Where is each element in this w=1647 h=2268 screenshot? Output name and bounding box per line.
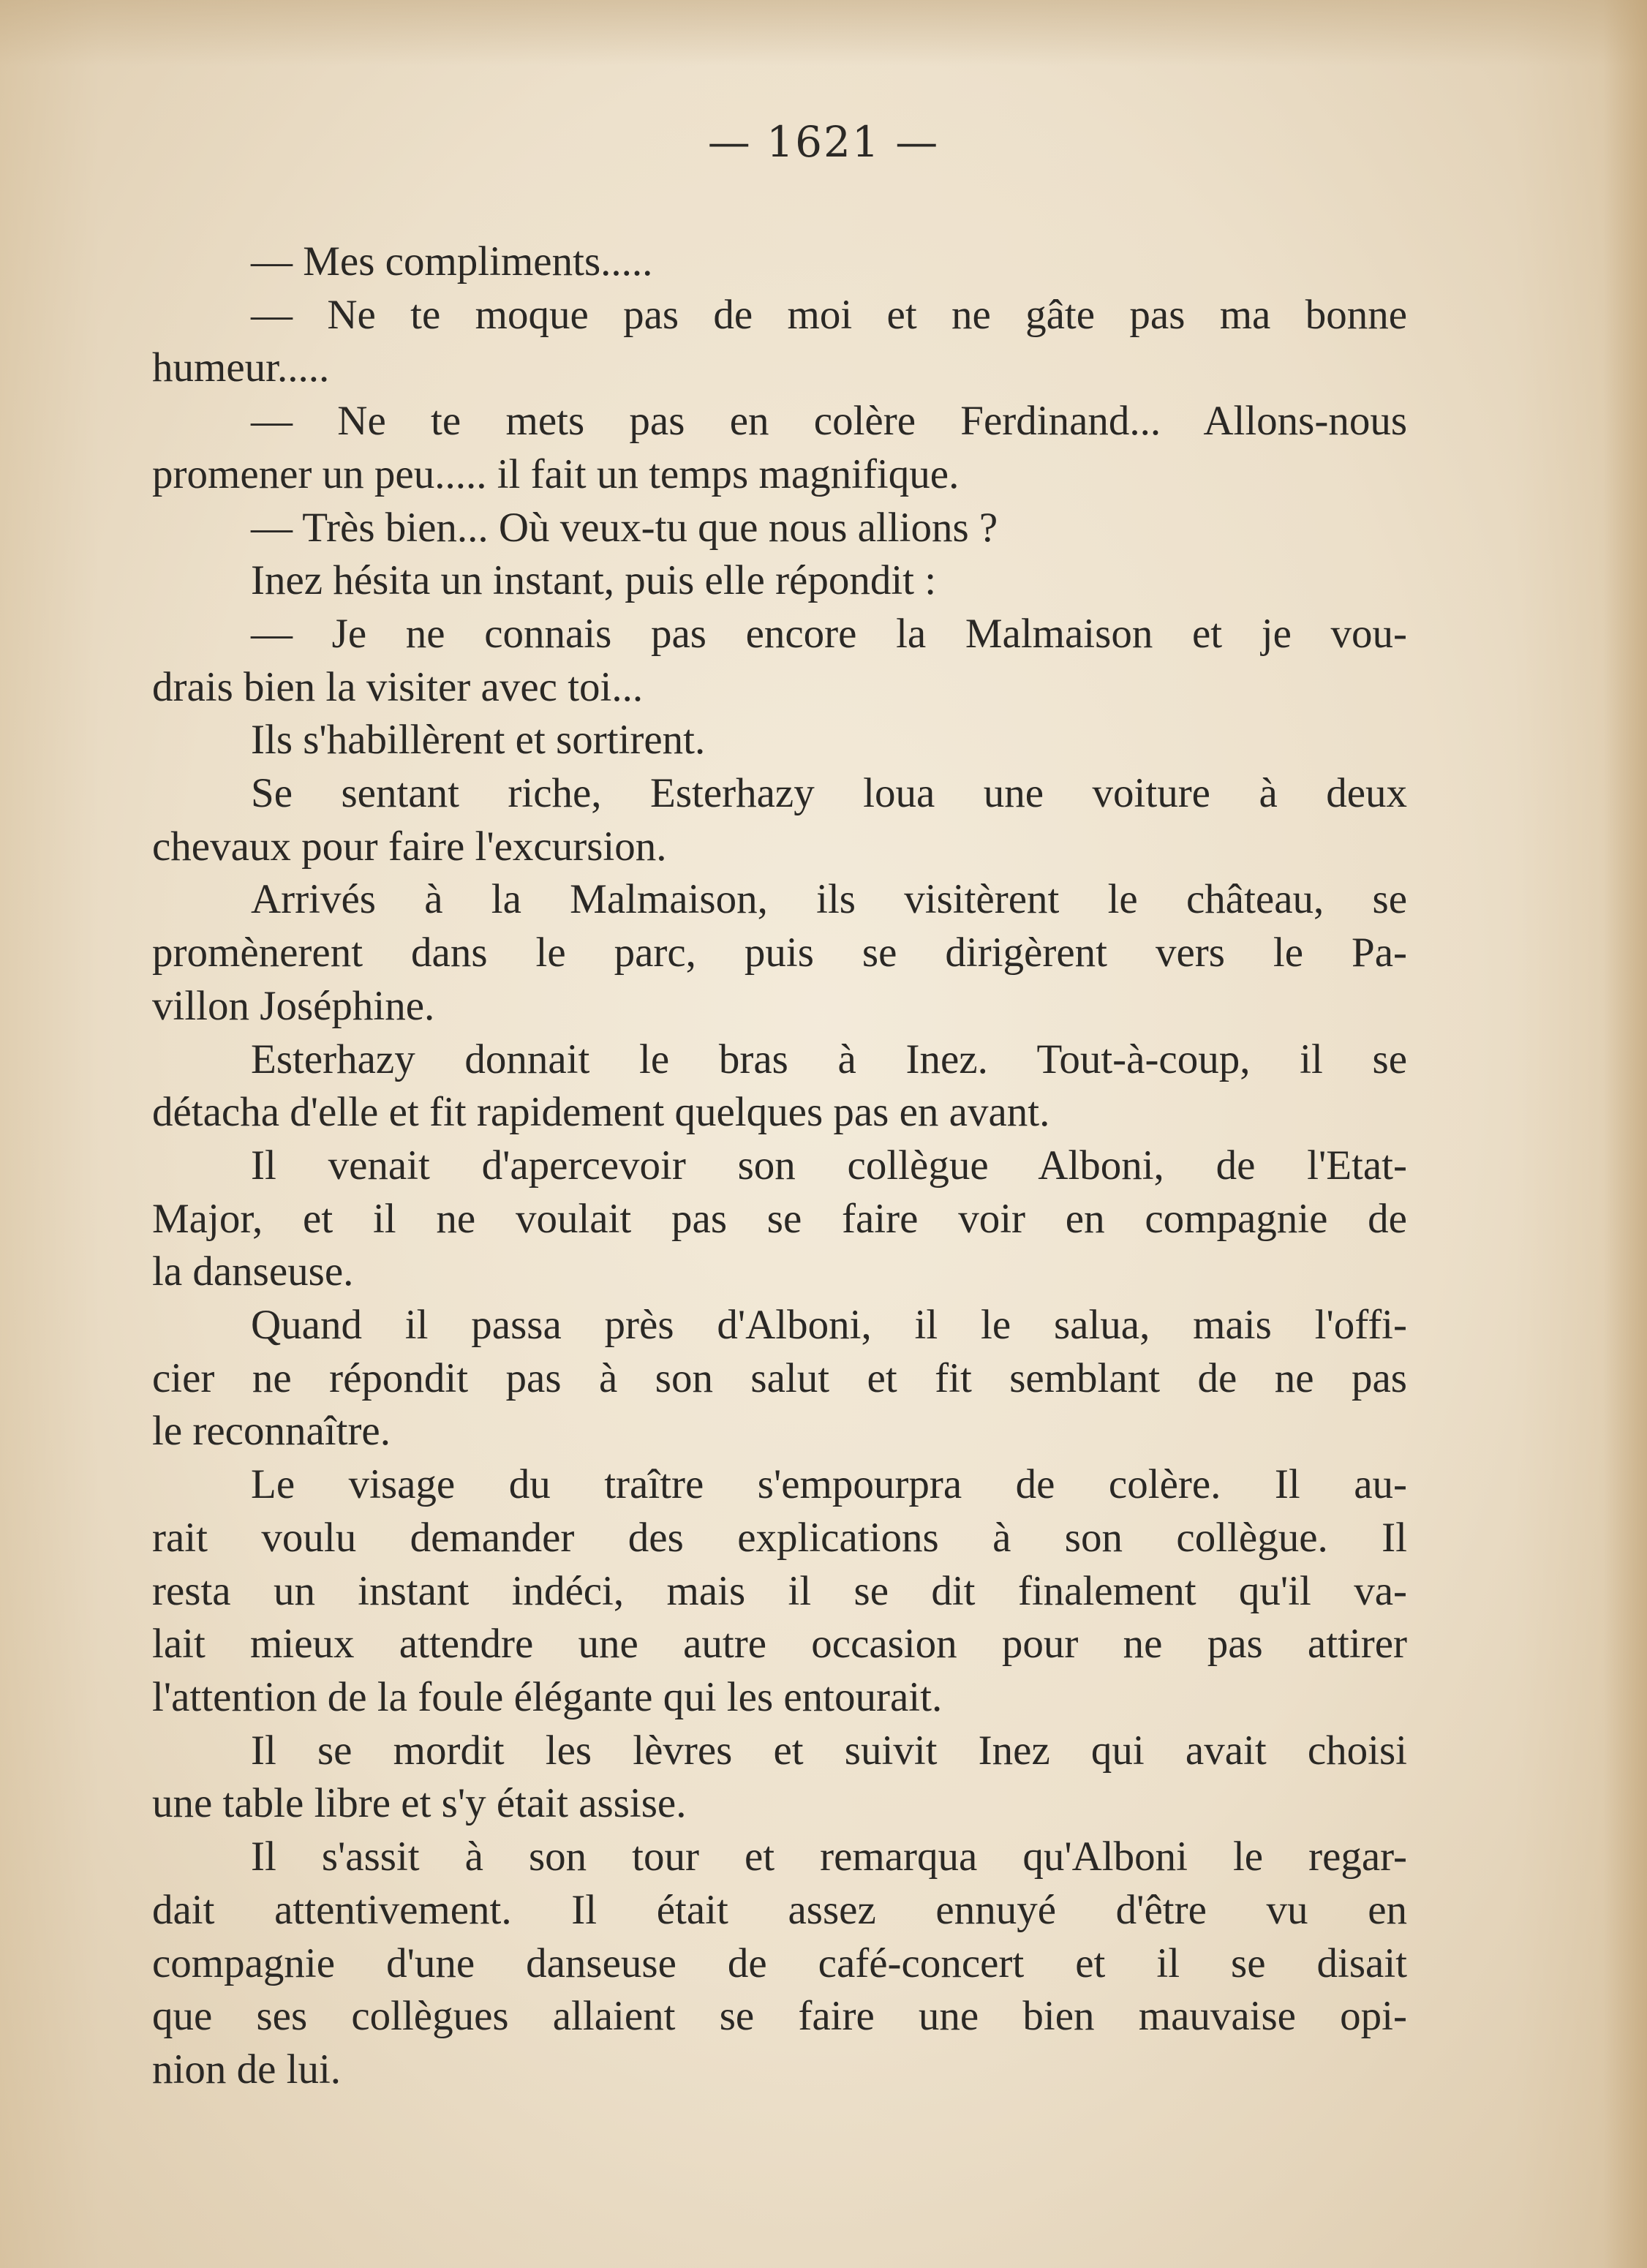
text-line: une table libre et s'y était assise. <box>152 1780 687 1827</box>
text-line: Se sentant riche, Esterhazy loua une voiture à deux <box>251 770 1407 817</box>
text-line: le reconnaître. <box>152 1408 391 1455</box>
text-line: Inez hésita un instant, puis elle répondit : <box>251 557 937 604</box>
page-edge-shadow <box>1603 0 1647 2268</box>
text-line: — Ne te moque pas de moi et ne gâte pas ma bonne <box>251 291 1407 338</box>
text-line: — Très bien... Où veux-tu que nous allions ? <box>251 504 998 551</box>
text-line: promènerent dans le parc, puis se dirigèrent vers le Pa- <box>152 930 1407 976</box>
text-line: rait voulu demander des explications à son collègue. Il <box>152 1514 1407 1561</box>
text-line: — Mes compliments..... <box>251 238 653 285</box>
text-line: nion de lui. <box>152 2046 342 2092</box>
text-line: Ils s'habillèrent et sortirent. <box>251 717 706 764</box>
text-line: Major, et il ne voulait pas se faire voir en compagnie de <box>152 1195 1407 1242</box>
text-line: humeur..... <box>152 344 330 391</box>
text-line: que ses collègues allaient se faire une bien mauvaise opi- <box>152 1993 1407 2040</box>
page-edge-shadow <box>0 0 1647 66</box>
text-line: drais bien la visiter avec toi... <box>152 663 644 710</box>
text-line: Il se mordit les lèvres et suivit Inez qui avait choisi <box>251 1727 1407 1774</box>
text-line: resta un instant indéci, mais il se dit finalement qu'il va- <box>152 1567 1407 1614</box>
text-line: Le visage du traître s'empourpra de colère. Il au- <box>251 1461 1407 1508</box>
text-line: Quand il passa près d'Alboni, il le salua, mais l'offi- <box>251 1302 1407 1349</box>
text-line: dait attentivement. Il était assez ennuyé d'être vu en <box>152 1886 1407 1933</box>
text-line: compagnie d'une danseuse de café-concert et il se disait <box>152 1940 1407 1986</box>
text-line: villon Joséphine. <box>152 982 435 1029</box>
text-line: chevaux pour faire l'excursion. <box>152 823 667 870</box>
text-line: lait mieux attendre une autre occasion pour ne pas attirer <box>152 1621 1407 1668</box>
text-line: la danseuse. <box>152 1248 354 1295</box>
text-line: l'attention de la foule élégante qui les entourait. <box>152 1673 943 1720</box>
text-line: — Ne te mets pas en colère Ferdinand... Allons-nous <box>251 398 1407 445</box>
text-line: Il venait d'apercevoir son collègue Alboni, de l'Etat- <box>251 1142 1407 1188</box>
text-line: Esterhazy donnait le bras à Inez. Tout-à-coup, il se <box>251 1036 1407 1082</box>
text-line: — Je ne connais pas encore la Malmaison et je vou- <box>251 610 1407 657</box>
body-text <box>152 236 1407 2097</box>
text-line: détacha d'elle et fit rapidement quelques pas en avant. <box>152 1089 1050 1136</box>
text-line: Arrivés à la Malmaison, ils visitèrent le château, se <box>251 876 1407 923</box>
page-number: — 1621 — <box>707 117 940 167</box>
text-line: promener un peu..... il fait un temps magnifique. <box>152 451 960 497</box>
text-line: cier ne répondit pas à son salut et fit semblant de ne pas <box>152 1355 1407 1401</box>
text-line: Il s'assit à son tour et remarqua qu'Alboni le regar- <box>251 1834 1407 1880</box>
